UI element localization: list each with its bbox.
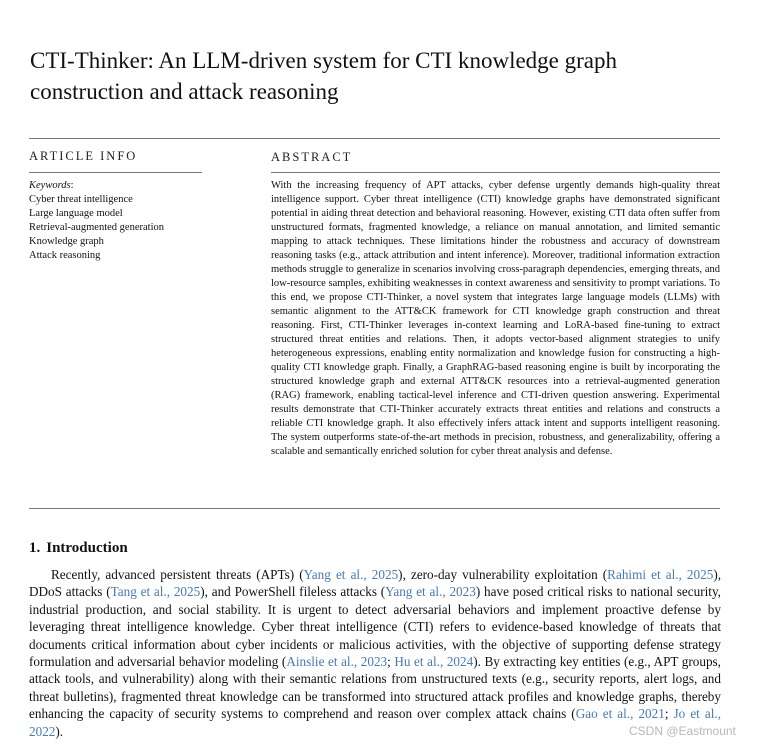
body-text: ). By extracting key entities (e.g., APT groups, attack tools, and vulnerability) along with their semantic relations from unstructured texts (e.g., security reports, alert logs, and threat bulletins), fragmented threat knowledge can be transformed into structured attack profiles and knowledge graphs, thereby enhancing the capacity of security systems to comprehend and reason over complex attack chains (: [29, 654, 721, 722]
body-text: ), DDoS attacks (: [29, 567, 722, 600]
citation-link[interactable]: Tang et al., 2025: [110, 584, 201, 600]
keyword-item: Large language model: [29, 208, 123, 219]
title-line-1: CTI-Thinker: An LLM-driven system for CTI knowledge graph: [30, 48, 618, 74]
citation-link[interactable]: Jo et al., 2022: [29, 706, 721, 739]
abstract-rule: [271, 172, 720, 173]
citation-link[interactable]: Yang et al., 2025: [303, 567, 399, 582]
abstract-heading: ABSTRACT: [271, 150, 353, 164]
keyword-item: Knowledge graph: [29, 236, 104, 247]
citation-link[interactable]: Yang et al., 2023: [385, 584, 476, 600]
keyword-item: Cyber threat intelligence: [29, 194, 133, 205]
citation-link[interactable]: Ainslie et al., 2023: [286, 654, 388, 670]
body-text: ;: [664, 706, 674, 722]
body-text: ;: [387, 654, 395, 670]
article-info-heading: ARTICLE INFO: [29, 149, 138, 163]
keyword-item: Retrieval-augmented generation: [29, 222, 164, 233]
section-heading-introduction: [29, 540, 128, 557]
keyword-item: Attack reasoning: [29, 250, 101, 261]
title-line-2: construction and attack reasoning: [30, 79, 339, 105]
keywords-list: [29, 179, 204, 263]
body-text: ).: [55, 723, 64, 739]
keywords-label-line: Keywords:: [29, 180, 74, 191]
body-text: ), and PowerShell fileless attacks (: [200, 584, 386, 600]
citation-link[interactable]: Rahimi et al., 2025: [607, 567, 714, 582]
abstract-end-divider: [29, 508, 720, 509]
keywords-label: Keywords: [29, 180, 71, 191]
citation-link[interactable]: Gao et al., 2021: [575, 706, 665, 722]
body-text: ) have posed critical risks to national security, industrial production, and social stability. It is urgent to detect adversarial behaviors and implement proactive defense by leveraging threat intelligence knowledge. Cyber threat intelligence (CTI) refers to evidence-based knowledge of threats that documents critical information about cyber incidents or malicious activities, with the objective of supporting defense strategy formulation and adversarial behavior modeling (: [29, 584, 721, 670]
introduction-paragraph: [29, 566, 721, 740]
body-text: Recently, advanced persistent threats (APTs) (: [51, 567, 304, 582]
abstract-text: With the increasing frequency of APT attacks, cyber defense urgently demands high-quality threat intelligence support. Cyber threat intelligence (CTI) knowledge graphs have demonstrated significant potential in aiding threat detection and behavioral reasoning. However, existing CTI data often suffer from unstructured formats, fragmented knowledge, a reliance on manual annotation, and limited semantic mapping to attack techniques. These limitations hinder the robustness and accuracy of downstream reasoning tasks (e.g., attack attribution and intent inference). Moreover, traditional information extraction methods struggle to generalize in scenarios involving cross-paragraph dependencies, emerging threats, and low-resource samples, exhibiting weaknesses in context awareness and sensitivity to prompt variations. To this end, we propose CTI-Thinker, a novel system that integrates large language models (LLMs) with semantic alignment to the ATT&CK framework for CTI knowledge graph construction and threat reasoning. First, CTI-Thinker leverages in-context learning and LoRA-based fine-tuning to extract structured threat entities and relations. Then, it adopts vector-based alignment strategies to unify heterogeneous expressions, enabling entity normalization and knowledge fusion for constructing a high-quality CTI knowledge graph. Finally, a GraphRAG-based reasoning engine is built by incorporating the structured knowledge graph and external ATT&CK resources into a retrieval-augmented generation (RAG) framework, enabling tactical-level inference and CTI-driven question answering. Experimental results demonstrate that CTI-Thinker accurately extracts threat entities and relations and constructs a reliable CTI knowledge graph. It also effectively infers attack intent and supports intelligent reasoning. The system outperforms state-of-the-art methods in precision, robustness, and generalizability, offering a scalable and semantically enriched solution for cyber threat analysis and defense.: [271, 180, 720, 457]
watermark: CSDN @Eastmount: [629, 724, 736, 738]
section-number: 1.: [29, 540, 41, 556]
body-text: ), zero-day vulnerability exploitation (: [398, 567, 608, 582]
article-info-rule: [29, 172, 202, 173]
citation-link[interactable]: Hu et al., 2024: [394, 654, 474, 670]
title-divider: [29, 138, 720, 139]
paper-title: [30, 45, 730, 107]
section-title: Introduction: [46, 540, 128, 556]
